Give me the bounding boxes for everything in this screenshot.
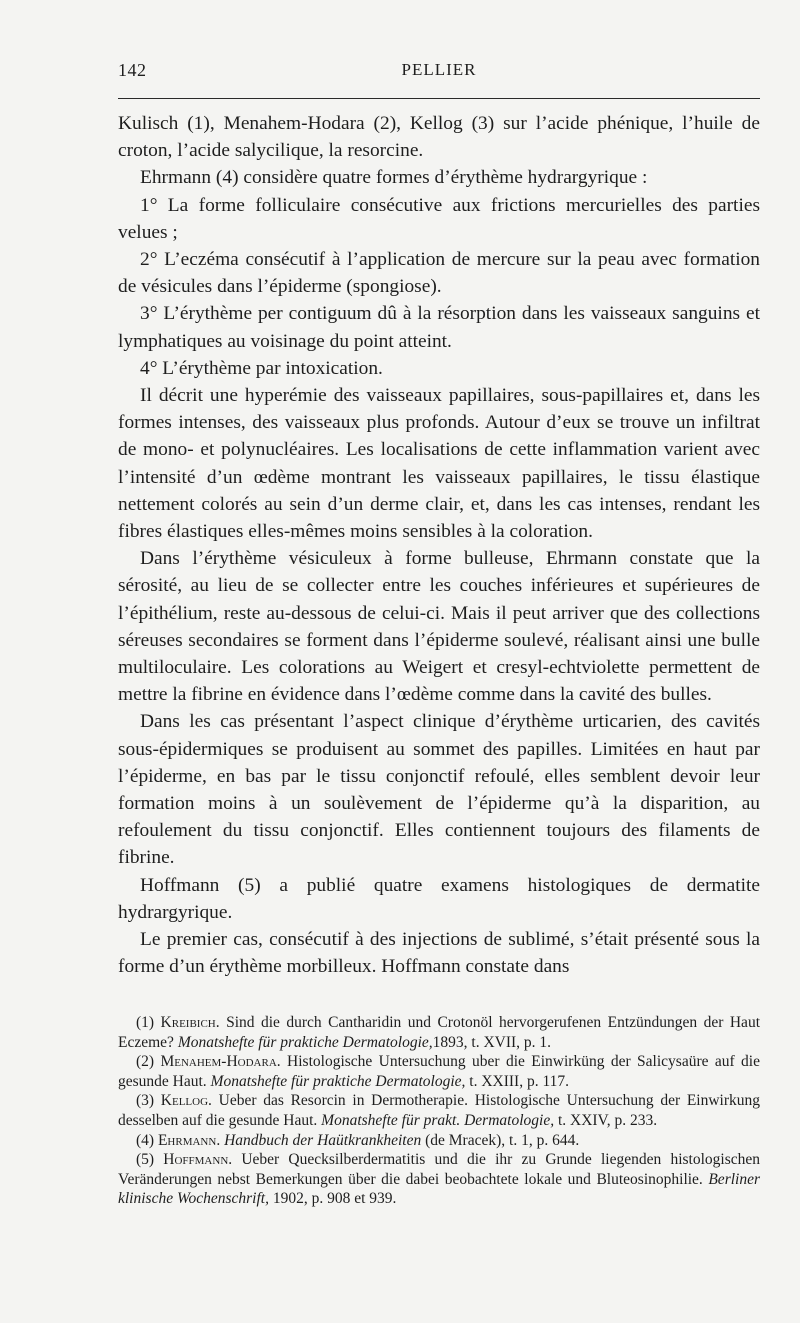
paragraph: 3° L’érythème per contiguum dû à la résorption dans les vaisseaux sanguins et lymphatiques au voisinage du point atteint. [118, 303, 760, 352]
footnote-tail: 1902, p. 908 et 939. [268, 1190, 397, 1208]
body-text [118, 110, 760, 981]
running-head [118, 60, 760, 86]
footnote-mark: (3) [136, 1092, 155, 1110]
footnote-author: Ehrmann. [157, 1131, 221, 1149]
footnote-author: Hoffmann. [163, 1151, 233, 1169]
footnote [118, 1091, 760, 1130]
paragraph: Le premier cas, consécutif à des injections de sublimé, s’était présenté sous la forme d’un érythème morbilleux. Hoffmann constate dans [118, 929, 760, 978]
footnote-tail: t. XXIII, p. 117. [465, 1072, 569, 1090]
paragraph: 4° L’érythème par intoxication. [140, 357, 383, 379]
footnote-journal: Monatshefte für prakt. Dermatologie, [321, 1111, 555, 1129]
footnote-mark: (2) [136, 1053, 155, 1071]
paragraph: 1° La forme folliculaire consécutive aux frictions mercurielles des parties velues ; [118, 194, 760, 243]
footnote-journal: Monatshefte für praktiche Dermatologie, [177, 1033, 433, 1051]
running-title: PELLIER [401, 60, 477, 79]
footnote-journal: Monatshefte für praktiche Dermatologie, [210, 1072, 466, 1090]
paragraph: Il décrit une hyperémie des vaisseaux papillaires, sous-papillaires et, dans les formes intenses, des vaisseaux plus profonds. Autour d’eux se trouve un infiltrat de mono- et polynucléaires. Les localisations de cette inflammation varient avec l’intensité d’un œdème montrant les vaisseaux papillaires, le tissu élastique nettement colorés au sein d’un derme clair, et, dans les cas intenses, rendant les fibres élastiques elles-mêmes moins sensibles à la coloration. [118, 385, 760, 543]
footnote-text: Ueber Quecksilberdermatitis und die ihr zu Grunde liegenden histologischen Veränderungen nebst Bemerkungen über die dabei beobachtete lokale und Bluteosinophilie. [118, 1151, 760, 1188]
header-rule [118, 98, 760, 99]
footnote-author: Kreibich. [160, 1014, 220, 1031]
paragraph: Dans l’érythème vésiculeux à forme bulleuse, Ehrmann constate que la sérosité, au lieu de se collecter entre les couches inférieures et supérieures de l’épithélium, reste au-dessous de celui-ci. Mais il peut arriver que des collections séreuses secondaires se forment dans l’épiderme soulevé, réalisant ainsi une bulle multiloculaire. Les colorations au Weigert et cresyl-echtviolette permettent de mettre la fibrine en évidence dans l’œdème comme dans la cavité des bulles. [118, 548, 760, 706]
footnote-author: Kellog. [160, 1092, 212, 1110]
footnote-text: Sind die durch Cantharidin und Crotonöl hervorgerufenen Entzündungen der Haut Eczeme? [118, 1014, 760, 1051]
footnote-tail: 1893, t. XVII, p. 1. [432, 1033, 552, 1051]
footnote-author: Menahem-Hodara. [160, 1053, 281, 1071]
footnote-mark: (4) [136, 1131, 155, 1149]
footnote-text: Histologische Untersuchung uber die Einwirküng der Salicysaüre auf die gesunde Haut. [118, 1053, 760, 1090]
footnote [118, 1013, 760, 1052]
footnote-tail: (de Mracek), t. 1, p. 644. [421, 1131, 580, 1149]
paragraph: Ehrmann (4) considère quatre formes d’érythème hydrargyrique : [140, 167, 648, 189]
footnote-mark: (1) [136, 1014, 155, 1031]
paragraph: 2° L’eczéma consécutif à l’application de mercure sur la peau avec formation de vésicules dans l’épiderme (spongiose). [118, 249, 760, 298]
footnote-tail: t. XXIV, p. 233. [554, 1111, 658, 1129]
footnote-journal: Berliner klinische Wochenschrift, [118, 1170, 760, 1208]
footnote [118, 1150, 760, 1209]
footnote [118, 1052, 760, 1091]
footnote [118, 1131, 760, 1151]
footnotes [118, 1013, 760, 1209]
page-number: 142 [118, 60, 147, 80]
footnote-mark: (5) [136, 1151, 155, 1169]
footnote-journal: Handbuch der Haütkrankheiten [224, 1131, 422, 1149]
footnote-text: Ueber das Resorcin in Dermotherapie. Histologische Untersuchung der Einwirkung desselben auf die gesunde Haut. [118, 1092, 761, 1129]
paragraph: Hoffmann (5) a publié quatre examens histologiques de dermatite hydrargyrique. [118, 874, 760, 923]
paragraph: Kulisch (1), Menahem-Hodara (2), Kellog (3) sur l’acide phénique, l’huile de croton, l’acide salycilique, la resorcine. [118, 113, 760, 162]
paragraph: Dans les cas présentant l’aspect clinique d’érythème urticarien, des cavités sous-épidermiques se produisent au sommet des papilles. Limitées en haut par l’épiderme, en bas par le tissu conjonctif refoulé, elles semblent devoir leur formation moins à un soulèvement de l’épiderme qu’à la disparition, au refoulement du tissu conjonctif. Elles contiennent toujours des filaments de fibrine. [118, 711, 760, 869]
